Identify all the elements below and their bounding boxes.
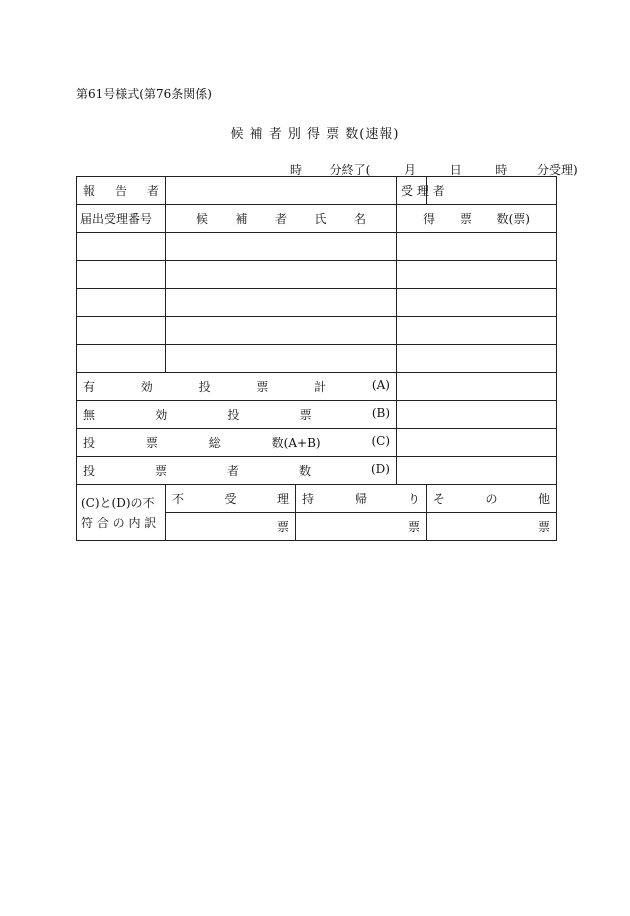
total-votes-label-cell: [77, 429, 397, 457]
header-name-cell: [166, 205, 397, 233]
total-char: (C): [371, 434, 390, 448]
total-votes-value-cell[interactable]: [397, 429, 557, 457]
taken-home-char: 持: [302, 492, 315, 506]
voters-char: 票: [155, 464, 168, 478]
receiver-label-cell: [397, 177, 445, 205]
valid-char: (A): [371, 378, 390, 392]
candidate-row: [77, 345, 557, 373]
total-char: 投: [83, 436, 96, 450]
reporter-label-cell: [77, 177, 166, 205]
header-votes-char: 得: [423, 212, 436, 226]
name-cell[interactable]: [166, 261, 397, 289]
table-row: [77, 485, 557, 513]
page-title: 候 補 者 別 得 票 数(速報): [230, 127, 400, 142]
reporter-char: 者: [146, 184, 159, 198]
taken-home-value-cell[interactable]: [296, 513, 427, 541]
total-char: 総: [208, 436, 221, 450]
valid-votes-value-cell[interactable]: [397, 373, 557, 401]
taken-home-label-cell: [296, 485, 427, 513]
votes-cell[interactable]: [397, 345, 557, 373]
other-char: の: [485, 492, 498, 506]
reporter-char: 告: [114, 184, 127, 198]
header-votes-cell: [397, 205, 557, 233]
valid-char: 効: [140, 380, 153, 394]
total-char: 数(A+B): [271, 436, 321, 450]
voters-char: 投: [83, 464, 96, 478]
votes-cell[interactable]: [397, 233, 557, 261]
voters-char: (D): [371, 462, 390, 476]
valid-char: 票: [256, 380, 269, 394]
valid-char: 有: [83, 380, 96, 394]
header-votes-char: 票: [459, 212, 472, 226]
not-received-char: 受: [224, 492, 237, 506]
other-label-cell: [427, 485, 557, 513]
taken-home-char: 帰: [354, 492, 367, 506]
vote-report-table: [76, 176, 557, 541]
unit-label: 票: [276, 520, 289, 534]
valid-char: 計: [314, 380, 327, 394]
name-cell[interactable]: [166, 317, 397, 345]
valid-votes-label-cell: [77, 373, 397, 401]
valid-char: 投: [198, 380, 211, 394]
voters-value-cell[interactable]: [397, 457, 557, 485]
taken-home-char: り: [407, 492, 420, 506]
voters-label-cell: [77, 457, 397, 485]
mismatch-label-line1: (C)と(D)の不: [81, 495, 155, 510]
month-label: 月: [404, 163, 417, 177]
number-cell[interactable]: [77, 289, 166, 317]
hour-label: 時: [290, 163, 303, 177]
receiver-label: 受 理 者: [401, 184, 445, 198]
not-received-char: 不: [172, 492, 185, 506]
reporter-char: 報: [83, 184, 96, 198]
not-received-char: 理: [276, 492, 289, 506]
candidate-row: [77, 317, 557, 345]
not-received-label-cell: [166, 485, 296, 513]
votes-cell[interactable]: [397, 261, 557, 289]
header-number: 届出受理番号: [80, 212, 153, 226]
header-name-char: 補: [235, 212, 248, 226]
form-reference: 第61号様式(第76条関係): [76, 87, 212, 101]
table-row: [77, 205, 557, 233]
name-cell[interactable]: [166, 289, 397, 317]
header-name-char: 名: [353, 212, 366, 226]
invalid-char: 効: [155, 408, 168, 422]
header-votes-char: 数(票): [496, 212, 530, 226]
other-char: 他: [537, 492, 550, 506]
invalid-char: (B): [371, 406, 390, 420]
number-cell[interactable]: [77, 317, 166, 345]
voters-char: 者: [227, 464, 240, 478]
table-row: [77, 177, 557, 205]
name-cell[interactable]: [166, 345, 397, 373]
not-received-value-cell[interactable]: [166, 513, 296, 541]
candidate-row: [77, 289, 557, 317]
day-label: 日: [449, 163, 462, 177]
header-name-char: 者: [274, 212, 287, 226]
number-cell[interactable]: [77, 345, 166, 373]
minute-received-label: 分受理): [537, 163, 578, 177]
mismatch-label-cell: [77, 485, 166, 541]
name-cell[interactable]: [166, 233, 397, 261]
hour2-label: 時: [495, 163, 508, 177]
candidate-row: [77, 233, 557, 261]
unit-label: 票: [407, 520, 420, 534]
invalid-char: 投: [227, 408, 240, 422]
other-value-cell[interactable]: [427, 513, 557, 541]
table-row: [77, 457, 557, 485]
invalid-votes-label-cell: [77, 401, 397, 429]
mismatch-label-line2: 符 合 の 内 訳: [81, 515, 157, 530]
number-cell[interactable]: [77, 233, 166, 261]
invalid-votes-value-cell[interactable]: [397, 401, 557, 429]
table-row: [77, 373, 557, 401]
other-char: そ: [433, 492, 446, 506]
table-row: [77, 429, 557, 457]
invalid-char: 票: [299, 408, 312, 422]
minute-end-label: 分終了(: [329, 163, 371, 177]
candidate-row: [77, 261, 557, 289]
votes-cell[interactable]: [397, 317, 557, 345]
table-row: [77, 401, 557, 429]
votes-cell[interactable]: [397, 289, 557, 317]
total-char: 票: [145, 436, 158, 450]
header-name-char: 氏: [314, 212, 327, 226]
reporter-value-cell[interactable]: [166, 177, 397, 205]
header-name-char: 候: [196, 212, 209, 226]
receiver-value-cell[interactable]: [427, 177, 557, 205]
number-cell[interactable]: [77, 261, 166, 289]
header-number-cell: [77, 205, 166, 233]
invalid-char: 無: [83, 408, 96, 422]
unit-label: 票: [537, 520, 550, 534]
voters-char: 数: [299, 464, 312, 478]
